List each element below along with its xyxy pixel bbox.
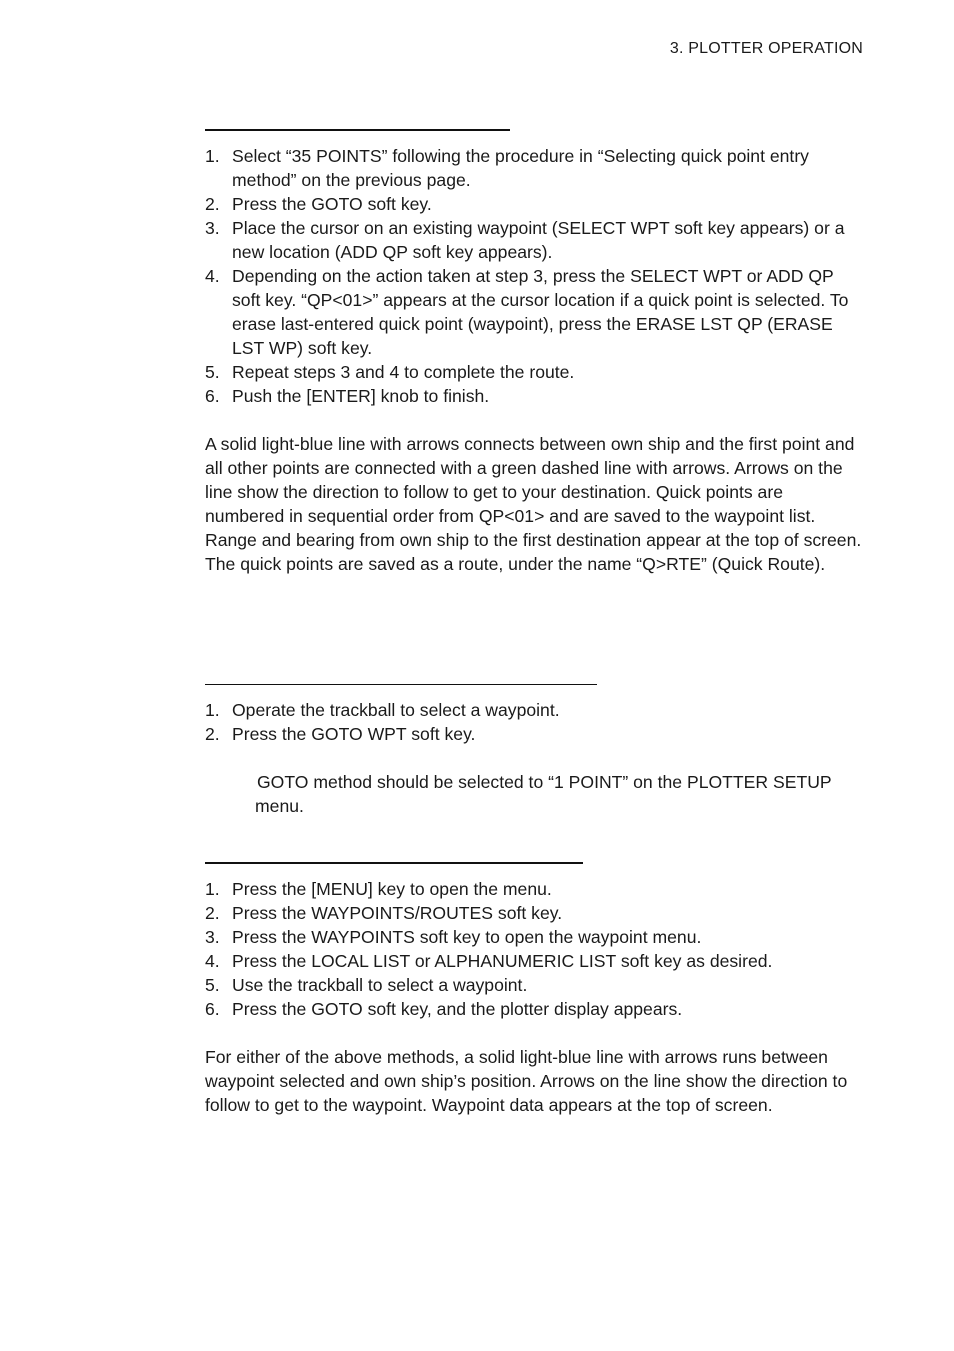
step-text: Press the WAYPOINTS soft key to open the waypoint menu. [232, 927, 702, 947]
step-number: 2. [205, 903, 220, 923]
list-item [205, 877, 865, 901]
list-item [205, 698, 865, 722]
list-item [205, 192, 865, 216]
step-text: Use the trackball to select a waypoint. [232, 975, 528, 995]
list-item [205, 144, 865, 192]
section-heading-rule [205, 862, 583, 864]
step-text: Depending on the action taken at step 3, press the SELECT WPT or ADD QP soft key. “QP<01>” appears at the cursor location if a quick point is selected. To erase last-entered quick point (waypoint), press the ERASE LST QP (ERASE LST WP) soft key. [232, 266, 849, 358]
step-text: Press the GOTO soft key, and the plotter display appears. [232, 999, 683, 1019]
step-number: 1. [205, 146, 220, 166]
step-text: Place the cursor on an existing waypoint (SELECT WPT soft key appears) or a new location (ADD QP soft key appears). [232, 218, 845, 262]
list-item [205, 949, 865, 973]
step-number: 1. [205, 879, 220, 899]
list-item [205, 997, 865, 1021]
step-text: Press the GOTO soft key. [232, 194, 432, 214]
step-number: 2. [205, 194, 220, 214]
step-number: 1. [205, 700, 220, 720]
step-number: 3. [205, 927, 220, 947]
step-number: 2. [205, 724, 220, 744]
step-text: Push the [ENTER] knob to finish. [232, 386, 490, 406]
section-heading-rule [205, 129, 510, 131]
step-text: Press the LOCAL LIST or ALPHANUMERIC LIST soft key as desired. [232, 951, 773, 971]
list-item [205, 925, 865, 949]
list-item [205, 384, 865, 408]
step-number: 4. [205, 266, 220, 286]
note-text: GOTO method should be selected to “1 POINT” on the PLOTTER SETUP menu. [255, 772, 832, 816]
step-text: Press the GOTO WPT soft key. [232, 724, 476, 744]
step-number: 5. [205, 362, 220, 382]
step-text: Select “35 POINTS” following the procedure in “Selecting quick point entry method” on the previous page. [232, 146, 809, 190]
step-text: Repeat steps 3 and 4 to complete the route. [232, 362, 575, 382]
step-number: 4. [205, 951, 220, 971]
list-item [205, 360, 865, 384]
list-item [205, 973, 865, 997]
list-item [205, 216, 865, 264]
step-number: 5. [205, 975, 220, 995]
procedure-steps-waypoint-list [205, 877, 865, 1021]
step-number: 3. [205, 218, 220, 238]
procedure-steps-quick-route [205, 144, 865, 408]
step-text: Press the [MENU] key to open the menu. [232, 879, 552, 899]
list-item [205, 722, 865, 746]
procedure-steps-goto-waypoint [205, 698, 865, 746]
list-item [205, 901, 865, 925]
step-text: Operate the trackball to select a waypoint. [232, 700, 560, 720]
goto-description: For either of the above methods, a solid light-blue line with arrows runs between waypoint selected and own ship’s position. Arrows on the line show the direction to follow to get to the waypoint. Waypoint data appears at the top of screen. [205, 1047, 848, 1115]
step-text: Press the WAYPOINTS/ROUTES soft key. [232, 903, 563, 923]
page-header: 3. PLOTTER OPERATION [669, 40, 863, 57]
step-number: 6. [205, 386, 220, 406]
list-item [205, 264, 865, 360]
quick-route-description: A solid light-blue line with arrows connects between own ship and the first point and all other points are connected with a green dashed line with arrows. Arrows on the line show the direction to follow to get to your destination. Quick points are numbered in sequential order from QP<01> and are saved to the waypoint list. Range and bearing from own ship to the first destination appear at the top of screen. The quick points are saved as a route, under the name “Q>RTE” (Quick Route). [205, 434, 862, 574]
section-heading-rule [205, 684, 597, 685]
step-number: 6. [205, 999, 220, 1019]
